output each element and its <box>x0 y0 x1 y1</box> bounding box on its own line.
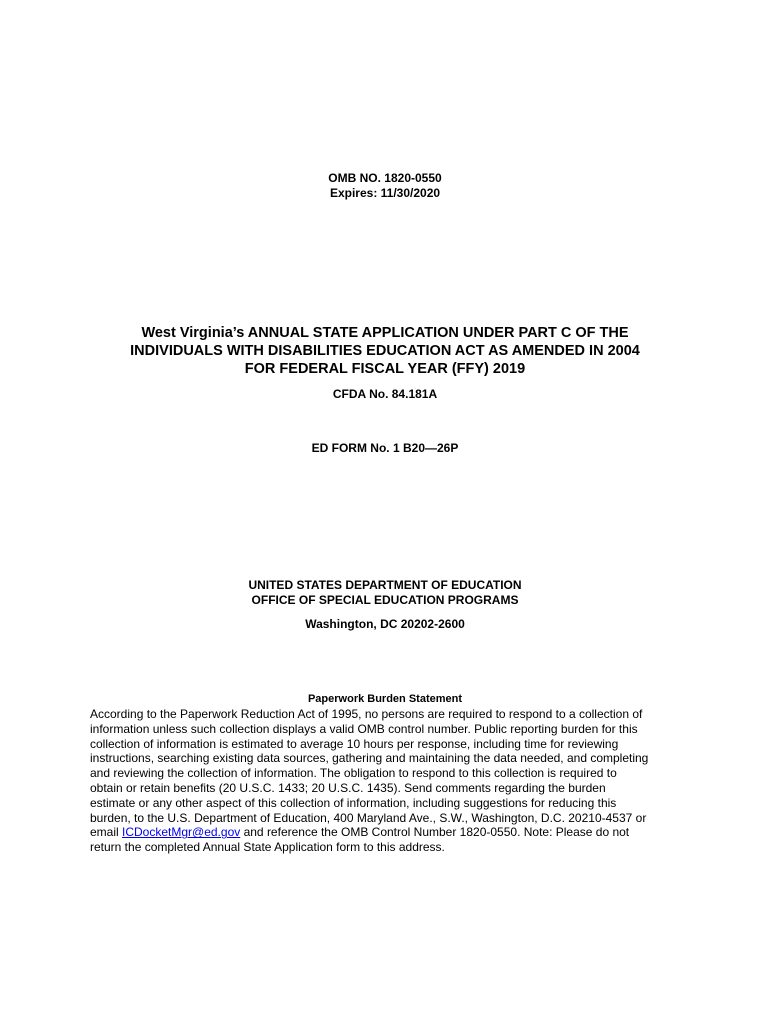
burden-line: According to the Paperwork Reduction Act of 1995, no persons are required to respond to a collection of <box>90 707 643 721</box>
burden-line: return the completed Annual State Application form to this address. <box>90 840 445 855</box>
expiration-date: Expires: 11/30/2020 <box>329 186 441 200</box>
cfda-number: CFDA No. 84.181A <box>332 387 438 401</box>
burden-line: estimate or any other aspect of this collection of information, including suggestions for reducing this <box>90 795 617 810</box>
burden-line: obtain or retain benefits (20 U.S.C. 1433; 20 U.S.C. 1435). Send comments regarding the burden <box>90 780 606 795</box>
email-suffix: and reference the OMB Control Number 1820-0550. Note: Please do not <box>240 825 630 840</box>
department-address: Washington, DC 20202-2600 <box>305 617 465 631</box>
burden-line: instructions, searching existing data sources, gathering and maintaining the data needed, and completing <box>90 751 649 766</box>
title-line-1: West Virginia’s ANNUAL STATE APPLICATION UNDER PART C OF THE <box>141 325 629 341</box>
office-name: OFFICE OF SPECIAL EDUCATION PROGRAMS <box>251 593 519 607</box>
title-line-2: INDIVIDUALS WITH DISABILITIES EDUCATION ACT AS AMENDED IN 2004 <box>130 343 640 359</box>
department-name: UNITED STATES DEPARTMENT OF EDUCATION <box>248 578 522 592</box>
document-title <box>0 324 770 378</box>
title-line-3: FOR FEDERAL FISCAL YEAR (FFY) 2019 <box>244 361 526 377</box>
burden-statement-heading: Paperwork Burden Statement <box>307 693 463 705</box>
omb-number: OMB NO. 1820-0550 <box>328 171 442 185</box>
email-prefix: email <box>90 825 123 840</box>
burden-statement-body <box>90 707 690 855</box>
burden-line: collection of information is estimated to average 10 hours per response, including time for reviewing <box>90 736 619 751</box>
omb-block <box>0 171 770 201</box>
department-block <box>0 578 770 608</box>
burden-line: information unless such collection displays a valid OMB control number. Public reporting burden for this <box>90 721 638 736</box>
email-link[interactable]: ICDocketMgr@ed.gov <box>122 825 241 840</box>
burden-line: and reviewing the collection of information. The obligation to respond to this collection is required to <box>90 766 617 781</box>
burden-email-line <box>90 825 690 840</box>
burden-line: burden, to the U.S. Department of Education, 400 Maryland Ave., S.W., Washington, D.C. 20210-4537 or <box>90 810 647 825</box>
ed-form-number: ED FORM No. 1 B20—26P <box>311 441 459 455</box>
